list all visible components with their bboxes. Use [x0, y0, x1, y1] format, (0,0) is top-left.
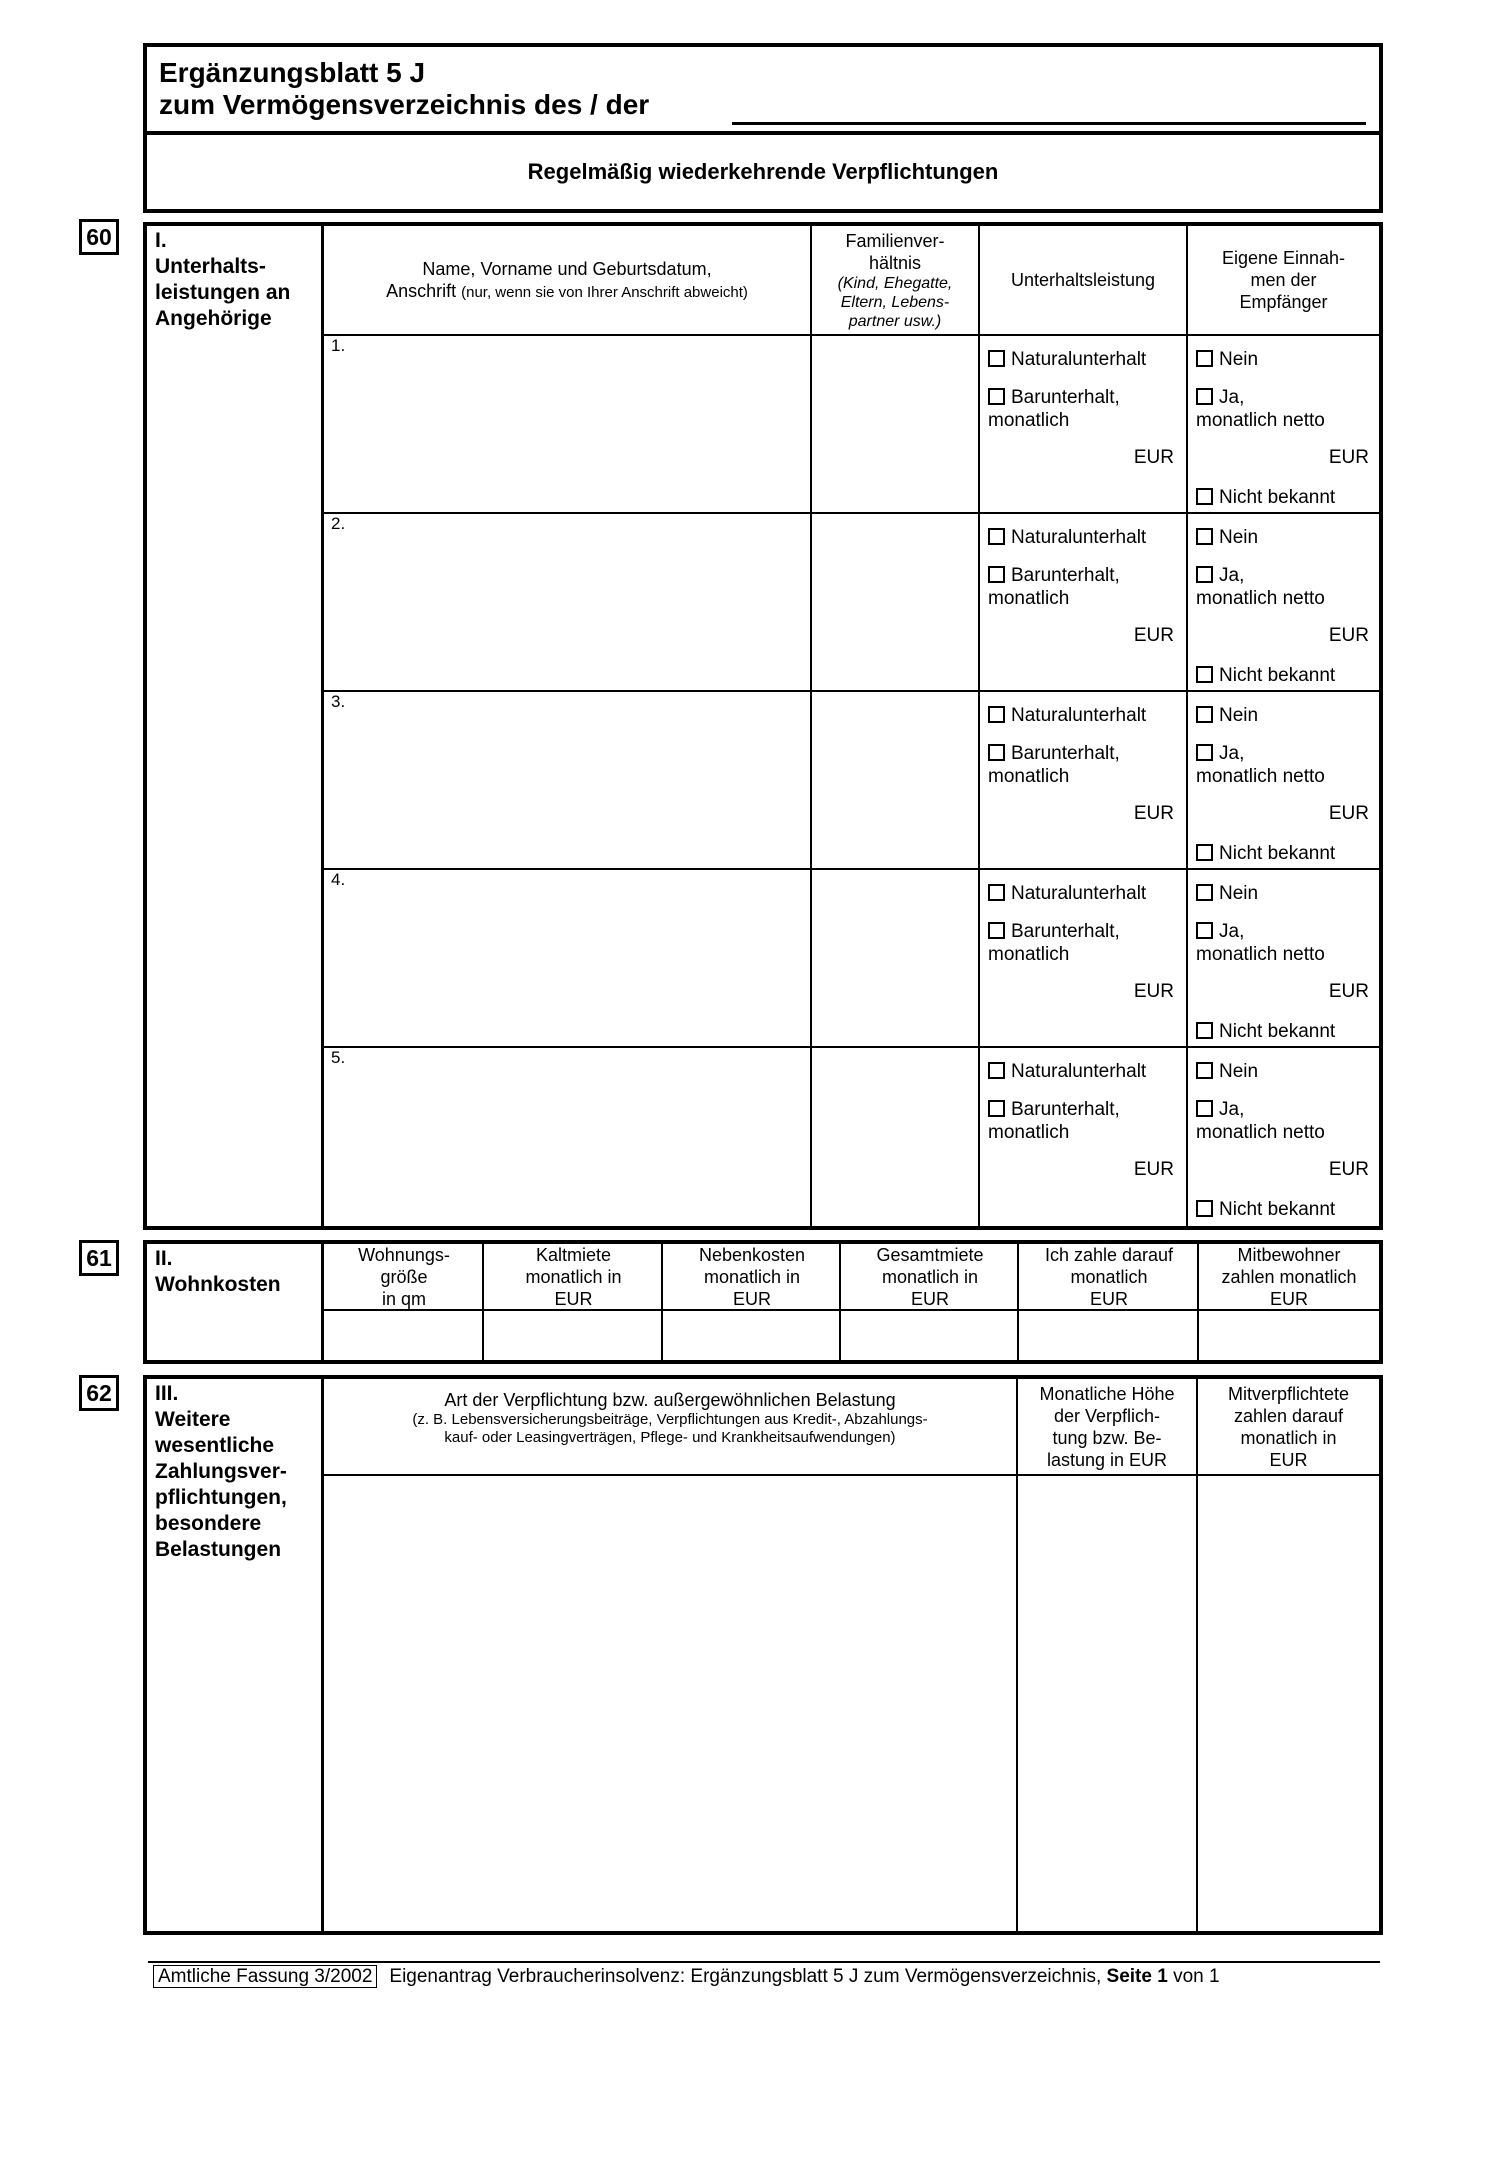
section-62-title-line: wesentliche — [155, 1434, 275, 1457]
housing-value-field[interactable] — [841, 1311, 1017, 1360]
income-eur: EUR — [1328, 1159, 1369, 1180]
cash-support-option[interactable] — [988, 1098, 1120, 1121]
housing-col-header — [1019, 1244, 1199, 1309]
option-label: Ja, — [1219, 921, 1245, 942]
section-60-title — [155, 228, 290, 332]
income-net-monthly-label: monatlich netto — [1196, 1122, 1325, 1143]
option-label: Nein — [1219, 349, 1259, 370]
footer — [153, 1966, 1220, 1988]
option-label: Ja, — [1219, 387, 1245, 408]
row-number: 5. — [331, 1048, 346, 1067]
page-number: Seite 1 — [1106, 1966, 1168, 1987]
checkbox[interactable] — [988, 706, 1005, 723]
col-header-text: EUR — [1269, 1288, 1308, 1309]
col-header-text: men der — [1250, 270, 1317, 290]
col-header-text: Mitbewohner — [1237, 1244, 1341, 1265]
checkbox[interactable] — [1196, 844, 1213, 861]
option-label: Nein — [1219, 527, 1259, 548]
housing-value-field[interactable] — [1199, 1311, 1377, 1360]
cash-support-monthly-label: monatlich — [988, 588, 1070, 609]
debtor-name-line[interactable] — [732, 122, 1366, 125]
col-header-text: zahlen monatlich — [1221, 1266, 1357, 1287]
natural-support-option[interactable] — [988, 882, 1146, 905]
col-header-text: monatlich — [1070, 1266, 1148, 1287]
income-eur: EUR — [1328, 447, 1369, 468]
section-62-title-line: besondere — [155, 1512, 262, 1535]
checkbox[interactable] — [1196, 1100, 1213, 1117]
option-label: Nicht bekannt — [1219, 665, 1336, 686]
col-header-note: (z. B. Lebensversicherungsbeiträge, Verpflichtungen aus Kredit-, Abzahlungs- — [412, 1411, 928, 1428]
col-header-text: EUR — [732, 1288, 771, 1309]
checkbox[interactable] — [1196, 884, 1213, 901]
section-60-title-line: leistungen an — [155, 281, 291, 304]
income-no-option[interactable] — [1196, 526, 1258, 549]
section-62-title-line: Weitere — [155, 1408, 231, 1431]
cash-support-eur: EUR — [1133, 981, 1174, 1002]
income-unknown-option[interactable] — [1196, 842, 1335, 865]
section-62-title — [155, 1381, 287, 1563]
option-label: Ja, — [1219, 1099, 1245, 1120]
cash-support-eur: EUR — [1133, 803, 1174, 824]
income-unknown-option[interactable] — [1196, 1198, 1335, 1221]
option-label: Barunterhalt, — [1011, 921, 1120, 942]
checkbox[interactable] — [988, 922, 1005, 939]
col-header-text: in qm — [381, 1288, 426, 1309]
form-header — [143, 43, 1383, 213]
cash-support-monthly-label: monatlich — [988, 1122, 1070, 1143]
section-61-title-line: II. — [155, 1247, 173, 1270]
housing-value-field[interactable] — [324, 1311, 482, 1360]
income-net-monthly-label: monatlich netto — [1196, 588, 1325, 609]
col-header-text: Name, Vorname und Geburtsdatum, — [422, 259, 712, 279]
header-divider — [147, 131, 1379, 135]
co-obligors-field[interactable] — [1198, 1476, 1379, 1931]
col-header-text: Monatliche Höhe — [1039, 1383, 1175, 1404]
section-number-61: 61 — [79, 1240, 119, 1276]
option-label: Nein — [1219, 1061, 1259, 1082]
col-header-family — [812, 226, 978, 334]
section-61-title — [155, 1246, 281, 1298]
option-label: Nicht bekannt — [1219, 487, 1336, 508]
option-label: Naturalunterhalt — [1011, 349, 1147, 370]
option-label: Nicht bekannt — [1219, 1199, 1336, 1220]
cash-support-option[interactable] — [988, 742, 1120, 765]
section-62-title-line: III. — [155, 1382, 179, 1405]
form-subtitle: Regelmäßig wiederkehrende Verpflichtungen — [527, 159, 999, 184]
col-divider — [978, 226, 980, 1226]
col-header-text: Unterhaltsleistung — [1010, 270, 1156, 290]
income-no-option[interactable] — [1196, 1060, 1258, 1083]
checkbox[interactable] — [1196, 350, 1213, 367]
col-header-text: monatlich in — [1240, 1427, 1337, 1448]
dependent-name-field[interactable] — [324, 534, 810, 688]
family-relation-field[interactable] — [812, 870, 978, 1044]
col-header-text: EUR — [554, 1288, 593, 1309]
checkbox[interactable] — [988, 1100, 1005, 1117]
col-header-text: Gesamtmiete — [876, 1244, 984, 1265]
obligation-type-field[interactable] — [324, 1476, 1016, 1931]
section-62-title-line: Zahlungsver- — [155, 1460, 287, 1483]
col-header-text: Mitverpflichtete — [1227, 1383, 1350, 1404]
col-header-income — [1188, 226, 1379, 334]
housing-col-header — [663, 1244, 841, 1309]
checkbox[interactable] — [1196, 388, 1213, 405]
option-label: Nicht bekannt — [1219, 1021, 1336, 1042]
option-label: Barunterhalt, — [1011, 387, 1120, 408]
option-label: Barunterhalt, — [1011, 743, 1120, 764]
checkbox[interactable] — [988, 350, 1005, 367]
income-eur: EUR — [1328, 981, 1369, 1002]
col-header-text: Kaltmiete — [535, 1244, 612, 1265]
checkbox[interactable] — [1196, 566, 1213, 583]
dependent-name-field[interactable] — [324, 890, 810, 1044]
col-header-text: Eigene Einnah- — [1221, 248, 1346, 268]
cash-support-monthly-label: monatlich — [988, 766, 1070, 787]
row-number: 4. — [331, 870, 346, 889]
checkbox[interactable] — [988, 566, 1005, 583]
family-relation-field[interactable] — [812, 1048, 978, 1222]
col-header-note: partner usw.) — [848, 312, 942, 330]
income-unknown-option[interactable] — [1196, 1020, 1335, 1043]
col-header-text: Ich zahle darauf — [1044, 1244, 1174, 1265]
row-number: 2. — [331, 514, 346, 533]
section-60-title-line: Unterhalts- — [155, 255, 266, 278]
section-61-title-line: Wohnkosten — [155, 1273, 281, 1296]
housing-col-header — [324, 1244, 484, 1309]
col-header-text: monatlich in — [881, 1266, 979, 1287]
section-62-title-line: Belastungen — [155, 1538, 282, 1561]
natural-support-option[interactable] — [988, 526, 1146, 549]
section-62-other-obligations — [143, 1375, 1383, 1935]
dependent-name-field[interactable] — [324, 356, 810, 510]
option-label: Nicht bekannt — [1219, 843, 1336, 864]
dependent-name-field[interactable] — [324, 1068, 810, 1222]
natural-support-option[interactable] — [988, 1060, 1146, 1083]
cash-support-monthly-label: monatlich — [988, 410, 1070, 431]
income-yes-option[interactable] — [1196, 386, 1244, 409]
col-header-note: (Kind, Ehegatte, — [837, 274, 953, 292]
income-net-monthly-label: monatlich netto — [1196, 766, 1325, 787]
col-header-text: EUR — [1089, 1288, 1128, 1309]
option-label: Barunterhalt, — [1011, 1099, 1120, 1120]
col-header-text — [386, 280, 748, 302]
version-box: Amtliche Fassung 3/2002 — [153, 1965, 377, 1988]
col-header-text: zahlen darauf — [1233, 1405, 1344, 1426]
section-60-maintenance — [143, 222, 1383, 1230]
cash-support-monthly-label: monatlich — [988, 944, 1070, 965]
option-label: Ja, — [1219, 743, 1245, 764]
page-total: von 1 — [1167, 1966, 1220, 1987]
col-header-note: (nur, wenn sie von Ihrer Anschrift abweicht) — [461, 284, 748, 301]
col-header-text: Empfänger — [1239, 292, 1328, 312]
family-relation-field[interactable] — [812, 514, 978, 688]
checkbox[interactable] — [988, 884, 1005, 901]
col-divider — [1186, 226, 1188, 1226]
checkbox[interactable] — [988, 528, 1005, 545]
option-label: Ja, — [1219, 565, 1245, 586]
option-label: Naturalunterhalt — [1011, 883, 1147, 904]
cash-support-eur: EUR — [1133, 1159, 1174, 1180]
section-61-housing — [143, 1240, 1383, 1364]
col-header-text: Nebenkosten — [698, 1244, 806, 1265]
option-label: Nein — [1219, 705, 1259, 726]
cash-support-eur: EUR — [1133, 625, 1174, 646]
option-label: Naturalunterhalt — [1011, 705, 1147, 726]
col-header-text: tung bzw. Be- — [1052, 1427, 1162, 1448]
cash-support-eur: EUR — [1133, 447, 1174, 468]
monthly-amount-field[interactable] — [1018, 1476, 1196, 1931]
natural-support-option[interactable] — [988, 348, 1146, 371]
checkbox[interactable] — [1196, 666, 1213, 683]
row-number: 1. — [331, 336, 346, 355]
checkbox[interactable] — [988, 388, 1005, 405]
section-60-title-line: I. — [155, 229, 167, 252]
checkbox[interactable] — [1196, 1022, 1213, 1039]
col-header-text: EUR — [910, 1288, 949, 1309]
checkbox[interactable] — [1196, 1200, 1213, 1217]
income-unknown-option[interactable] — [1196, 486, 1335, 509]
income-yes-option[interactable] — [1196, 920, 1244, 943]
checkbox[interactable] — [1196, 922, 1213, 939]
section-number-62: 62 — [79, 1375, 119, 1411]
income-eur: EUR — [1328, 625, 1369, 646]
checkbox[interactable] — [1196, 706, 1213, 723]
col-header-note: Eltern, Lebens- — [840, 293, 950, 311]
col-header-text: lastung in EUR — [1046, 1449, 1168, 1470]
option-label: Naturalunterhalt — [1011, 527, 1147, 548]
housing-value-field[interactable] — [663, 1311, 839, 1360]
housing-col-header — [1199, 1244, 1379, 1309]
col-header-co-obligors — [1198, 1379, 1379, 1474]
option-label: Nein — [1219, 883, 1259, 904]
housing-col-header — [484, 1244, 663, 1309]
option-label: Naturalunterhalt — [1011, 1061, 1147, 1082]
option-label: Barunterhalt, — [1011, 565, 1120, 586]
col-header-text: EUR — [1269, 1449, 1308, 1470]
housing-col-header — [841, 1244, 1019, 1309]
cash-support-option[interactable] — [988, 564, 1120, 587]
col-header-note: kauf- oder Leasingverträgen, Pflege- und Krankheitsaufwendungen) — [444, 1429, 896, 1446]
cash-support-option[interactable] — [988, 920, 1120, 943]
col-header-type — [324, 1383, 1016, 1463]
col-header-text: Wohnungs- — [358, 1244, 450, 1265]
col-header-support — [980, 226, 1186, 334]
income-net-monthly-label: monatlich netto — [1196, 944, 1325, 965]
checkbox[interactable] — [1196, 528, 1213, 545]
col-header-text: monatlich in — [703, 1266, 801, 1287]
income-yes-option[interactable] — [1196, 742, 1244, 765]
income-no-option[interactable] — [1196, 704, 1258, 727]
checkbox[interactable] — [1196, 488, 1213, 505]
row-number: 3. — [331, 692, 346, 711]
footer-rule — [148, 1961, 1380, 1963]
col-header-name — [324, 226, 810, 334]
income-unknown-option[interactable] — [1196, 664, 1335, 687]
col-header-text: Anschrift — [386, 281, 462, 301]
housing-value-field[interactable] — [1019, 1311, 1197, 1360]
housing-value-field[interactable] — [484, 1311, 661, 1360]
checkbox[interactable] — [1196, 744, 1213, 761]
natural-support-option[interactable] — [988, 704, 1146, 727]
cash-support-option[interactable] — [988, 386, 1120, 409]
income-yes-option[interactable] — [1196, 564, 1244, 587]
col-header-text: Art der Verpflichtung bzw. außergewöhnlichen Belastung — [444, 1390, 896, 1410]
checkbox[interactable] — [988, 1062, 1005, 1079]
col-header-monthly-amount — [1018, 1379, 1196, 1474]
col-header-text: hältnis — [868, 252, 922, 273]
income-eur: EUR — [1328, 803, 1369, 824]
income-no-option[interactable] — [1196, 348, 1258, 371]
section-60-title-line: Angehörige — [155, 307, 272, 330]
form-title-line2: zum Vermögensverzeichnis des / der — [159, 89, 650, 120]
family-relation-field[interactable] — [812, 336, 978, 510]
col-header-text: größe — [380, 1266, 428, 1287]
income-no-option[interactable] — [1196, 882, 1258, 905]
section-62-title-line: pflichtungen, — [155, 1486, 287, 1509]
checkbox[interactable] — [1196, 1062, 1213, 1079]
footer-text: Eigenantrag Verbraucherinsolvenz: Ergänzungsblatt 5 J zum Vermögensverzeichnis, — [389, 1966, 1107, 1987]
income-yes-option[interactable] — [1196, 1098, 1244, 1121]
col-header-text: der Verpflich- — [1053, 1405, 1161, 1426]
form-title-line1: Ergänzungsblatt 5 J — [159, 57, 426, 88]
dependent-name-field[interactable] — [324, 712, 810, 866]
checkbox[interactable] — [988, 744, 1005, 761]
section-number-60: 60 — [79, 219, 119, 255]
col-header-text: Familienver- — [845, 230, 945, 251]
col-header-text: monatlich in — [525, 1266, 622, 1287]
family-relation-field[interactable] — [812, 692, 978, 866]
income-net-monthly-label: monatlich netto — [1196, 410, 1325, 431]
